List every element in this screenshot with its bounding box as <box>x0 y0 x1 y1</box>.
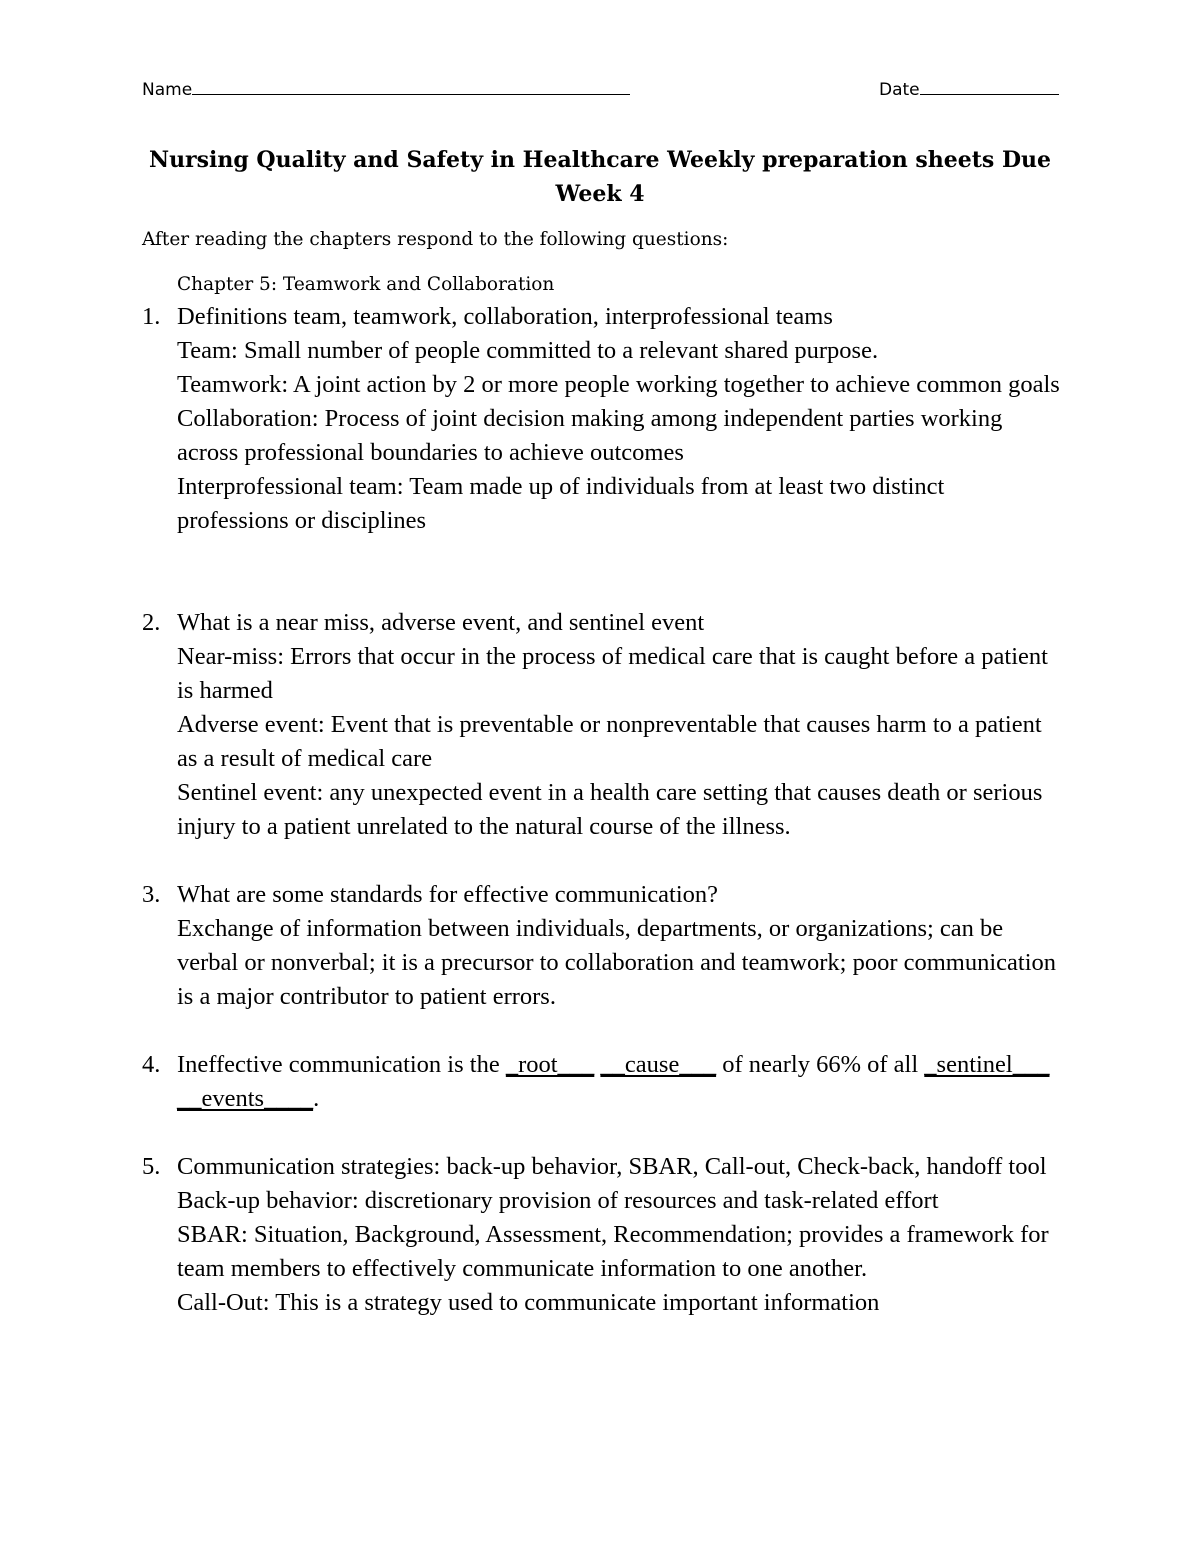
fill-blank-events[interactable]: __events____ <box>177 1085 314 1112</box>
question-prompt: Communication strategies: back-up behavior, SBAR, Call-out, Check-back, handoff tool <box>177 1153 1047 1180</box>
fill-blank-cause[interactable]: __cause___ <box>600 1051 717 1078</box>
question-number: 2. <box>142 609 161 636</box>
answer-line: Team: Small number of people committed to a relevant shared purpose. <box>177 337 879 364</box>
name-input-line[interactable] <box>192 74 630 95</box>
question-number: 3. <box>142 881 161 908</box>
answer-line: Call-Out: This is a strategy used to communicate important information <box>177 1289 880 1316</box>
question-1 <box>142 300 1062 538</box>
answer-line: SBAR: Situation, Background, Assessment, Recommendation; provides a framework for team members to effectively communicate information to one another. <box>177 1221 1049 1282</box>
instructions: After reading the chapters respond to the following questions: <box>142 229 729 250</box>
title-line-2: Week 4 <box>555 181 645 207</box>
question-4 <box>142 1048 1062 1116</box>
question-number: 5. <box>142 1153 161 1180</box>
answer-line: Adverse event: Event that is preventable or nonpreventable that causes harm to a patient as a result of medical care <box>177 711 1042 772</box>
question-prompt: What is a near miss, adverse event, and sentinel event <box>177 609 705 636</box>
sentence-text: Ineffective communication is the <box>177 1051 506 1078</box>
date-label: Date <box>879 80 920 100</box>
name-field <box>142 74 630 102</box>
question-prompt: Definitions team, teamwork, collaboration, interprofessional teams <box>177 303 833 330</box>
fill-blank-root[interactable]: _root___ <box>505 1051 595 1078</box>
question-5 <box>142 1150 1062 1320</box>
answer-line: Sentinel event: any unexpected event in a health care setting that causes death or serious injury to a patient unrelated to the natural course of the illness. <box>177 779 1043 840</box>
fill-in-sentence <box>177 1048 1062 1116</box>
fill-blank-sentinel[interactable]: _sentinel___ <box>924 1051 1050 1078</box>
question-2 <box>142 606 1062 844</box>
sentence-text: of nearly 66% of all <box>716 1051 925 1078</box>
title-line-1: Nursing Quality and Safety in Healthcare Weekly preparation sheets Due <box>148 147 1052 173</box>
question-3 <box>142 878 1062 1014</box>
chapter-heading: Chapter 5: Teamwork and Collaboration <box>177 274 555 295</box>
name-label: Name <box>142 80 193 100</box>
question-prompt: What are some standards for effective communication? <box>177 881 719 908</box>
date-field <box>879 74 1059 102</box>
answer-line: Exchange of information between individuals, departments, or organizations; can be verbal or nonverbal; it is a precursor to collaboration and teamwork; poor communication is a major contributor to patient errors. <box>177 915 1057 1010</box>
answer-line: Back-up behavior: discretionary provision of resources and task-related effort <box>177 1187 939 1214</box>
answer-line: Near-miss: Errors that occur in the process of medical care that is caught before a patient is harmed <box>177 643 1048 704</box>
question-number: 4. <box>142 1051 161 1078</box>
answer-line: Collaboration: Process of joint decision making among independent parties working across professional boundaries to achieve outcomes <box>177 405 1003 466</box>
sentence-text: . <box>313 1085 320 1112</box>
date-input-line[interactable] <box>920 74 1059 95</box>
question-number: 1. <box>142 303 161 330</box>
document-title <box>130 143 1070 211</box>
answer-line: Teamwork: A joint action by 2 or more people working together to achieve common goals <box>177 371 1060 398</box>
answer-line: Interprofessional team: Team made up of individuals from at least two distinct professions or disciplines <box>177 473 945 534</box>
